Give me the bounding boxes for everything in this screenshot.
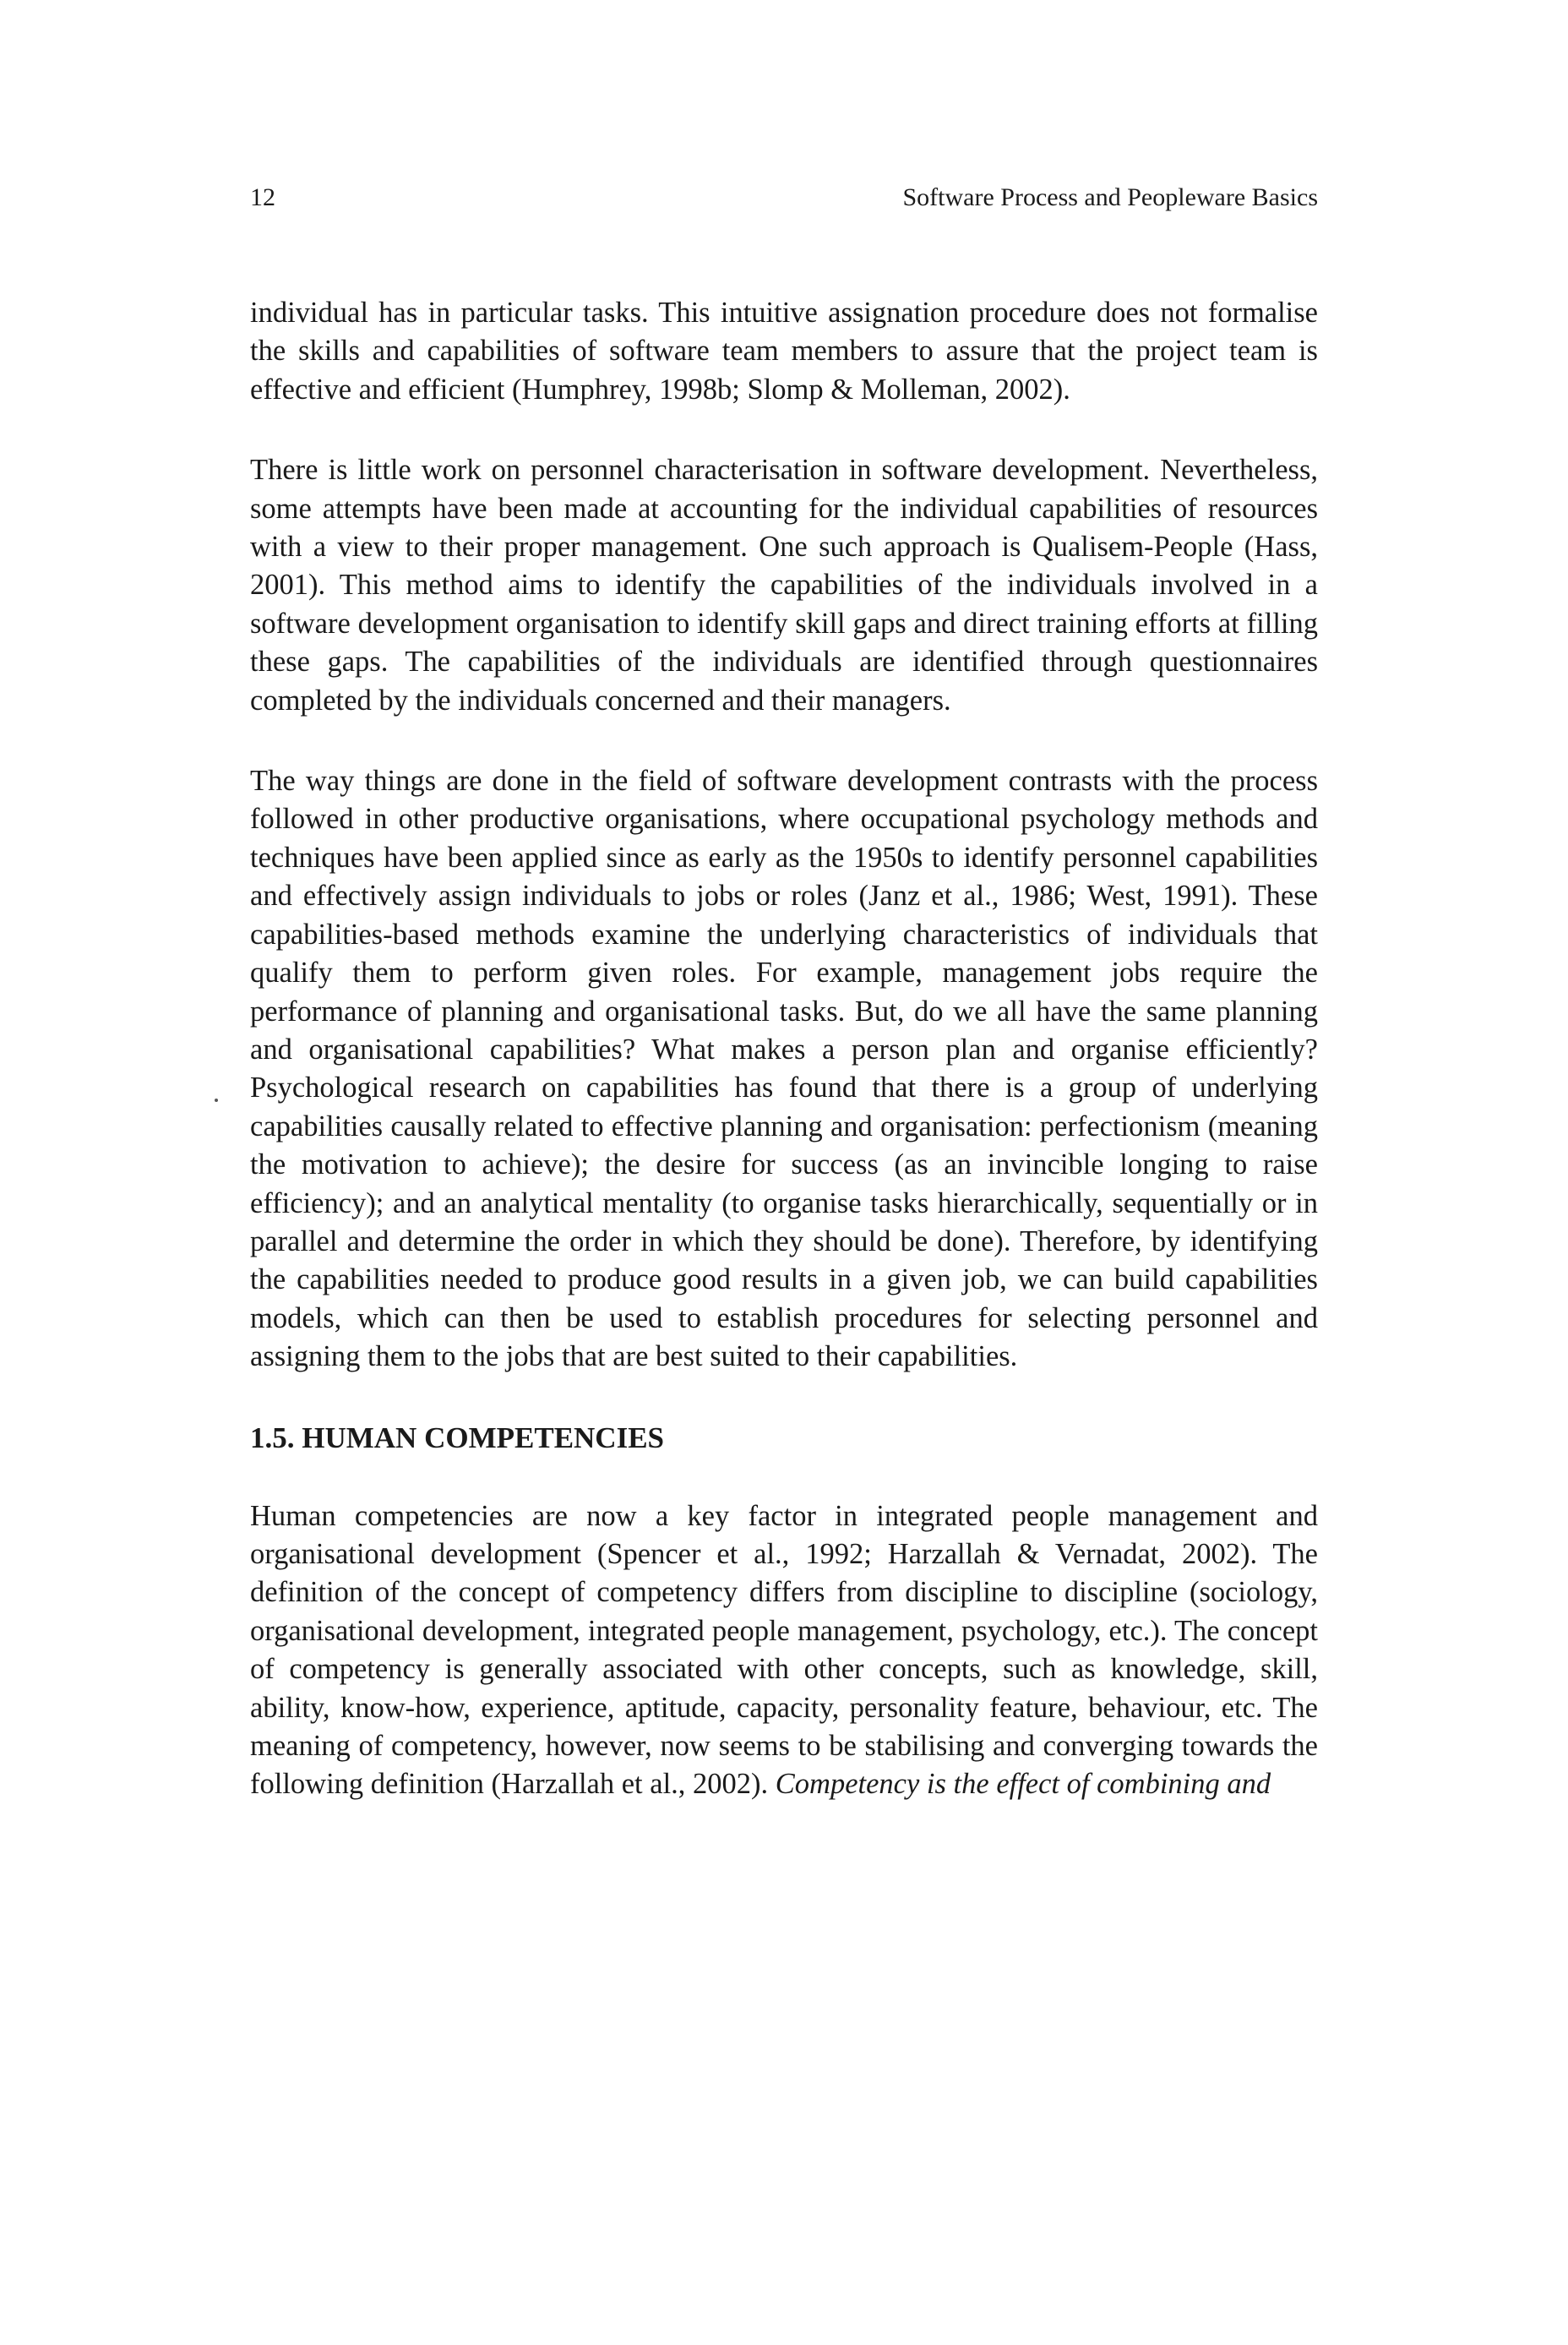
paragraph-4-text: Human competencies are now a key factor in integrated people management and organisational development (Spencer et al., 1992; Harzallah & Vernadat, 2002). The definition of the concept of competency differs from discipline to discipline (sociology, organisational development, integrated people management, psychology, etc.). The concept of competency is generally associated with other concepts, such as knowledge, skill, ability, know-how, experience, aptitude, capacity, personality feature, behaviour, etc. The meaning of competency, however, now seems to be stabilising and converging towards the following definition (Harzallah et al., 2002). [250, 1499, 1318, 1801]
section-heading: 1.5. HUMAN COMPETENCIES [250, 1421, 665, 1454]
paragraph-3: The way things are done in the field of software development contrasts with the process followed in other productive organisations, where occupational psychology methods and techniques have been applied since as early as the 1950s to identify personnel capabilities and effectively assign individuals to jobs or roles (Janz et al., 1986; West, 1991). These capabilities-based methods examine the underlying characteristics of individuals that qualify them to perform given roles. For example, management jobs require the performance of planning and organisational tasks. But, do we all have the same planning and organisational capabilities? What makes a person plan and organise efficiently? Psychological research on capabilities has found that there is a group of underlying capabilities causally related to effective planning and organisation: perfectionism (meaning the motivation to achieve); the desire for success (as an invincible longing to raise efficiency); and an analytical mentality (to organise tasks hierarchically, sequentially or in parallel and determine the order in which they should be done). Therefore, by identifying the capabilities needed to produce good results in a given job, we can build capabilities models, which can then be used to establish procedures for selecting personnel and assigning them to the jobs that are best suited to their capabilities. [250, 765, 1318, 1373]
paragraph-1: individual has in particular tasks. This intuitive assignation procedure does not formalise the skills and capabilities of software team members to assure that the project team is effective and efficient (Humphrey, 1998b; Slomp & Molleman, 2002). [250, 297, 1318, 406]
paragraph-4 [250, 1497, 1318, 1804]
margin-mark [215, 1099, 218, 1102]
page-number: 12 [250, 183, 275, 211]
paragraph-2: There is little work on personnel characterisation in software development. Nevertheless, some attempts have been made at accounting for the individual capabilities of resources with a view to their proper management. One such approach is Qualisem-People (Hass, 2001). This method aims to identify the capabilities of the individuals involved in a software development organisation to identify skill gaps and direct training efforts at filling these gaps. The capabilities of the individuals are identified through questionnaires completed by the individuals concerned and their managers. [250, 454, 1318, 717]
body-text [250, 294, 1318, 1846]
running-title: Software Process and Peopleware Basics [902, 183, 1318, 211]
paragraph-4-italic: Competency is the effect of combining and [775, 1768, 1271, 1801]
